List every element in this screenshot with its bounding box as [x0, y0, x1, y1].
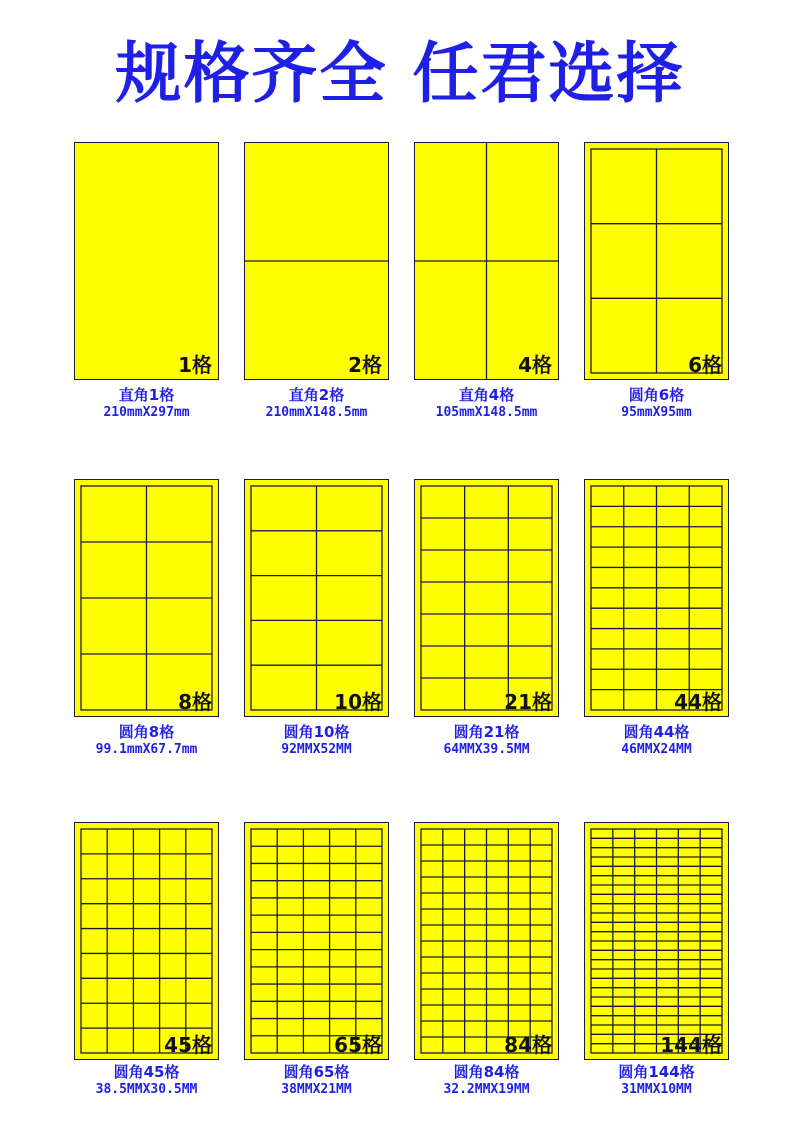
- sheet-caption: [222, 724, 412, 758]
- sheet-name: 直角1格: [118, 386, 175, 404]
- sheet-caption: [52, 1064, 242, 1098]
- label-grid-lines: [585, 823, 728, 1059]
- label-grid-lines: [585, 143, 728, 379]
- sheet-size: 210mmX148.5mm: [265, 405, 368, 420]
- label-grid-lines: [415, 143, 558, 379]
- sheet-caption: [562, 724, 752, 758]
- label-sheet: [414, 479, 559, 717]
- sheet-size: 210mmX297mm: [103, 405, 190, 420]
- label-sheet: [244, 822, 389, 1060]
- label-grid-lines: [245, 480, 388, 716]
- sheet-caption: [222, 387, 412, 421]
- page-title: 规格齐全 任君选择: [115, 35, 685, 112]
- sheet-size: 38.5MMX30.5MM: [95, 1082, 198, 1097]
- label-grid-lines: [75, 480, 218, 716]
- sheet-name: 圆角21格: [453, 723, 520, 741]
- label-count: 84格: [504, 1033, 552, 1057]
- label-grid-lines: [415, 823, 558, 1059]
- sheet-name: 圆角44格: [623, 723, 690, 741]
- sheet-name: 圆角144格: [618, 1063, 695, 1081]
- sheet-caption: [562, 1064, 752, 1098]
- label-area-border: [81, 829, 212, 1053]
- label-count: 1格: [178, 353, 212, 377]
- sheet-size: 95mmX95mm: [621, 405, 692, 420]
- sheet-name: 圆角6格: [628, 386, 685, 404]
- label-sheet: [74, 142, 219, 380]
- sheet-size: 31MMX10MM: [621, 1082, 692, 1097]
- label-sheet: [584, 479, 729, 717]
- sheet-name: 直角2格: [288, 386, 345, 404]
- label-sheet: [584, 822, 729, 1060]
- label-count: 10格: [334, 690, 382, 714]
- label-count: 21格: [504, 690, 552, 714]
- sheet-name: 圆角45格: [113, 1063, 180, 1081]
- label-sheet: [414, 822, 559, 1060]
- label-sheet: [414, 142, 559, 380]
- sheet-name: 圆角65格: [283, 1063, 350, 1081]
- sheet-size: 99.1mmX67.7mm: [95, 742, 198, 757]
- label-grid-lines: [245, 143, 388, 379]
- label-grid-lines: [75, 823, 218, 1059]
- sheet-size: 92MMX52MM: [281, 742, 352, 757]
- sheet-name: 直角4格: [458, 386, 515, 404]
- label-count: 4格: [518, 353, 552, 377]
- sheet-name: 圆角10格: [283, 723, 350, 741]
- sheet-size: 38MMX21MM: [281, 1082, 352, 1097]
- label-sheet: [244, 142, 389, 380]
- sheet-caption: [392, 724, 582, 758]
- label-count: 44格: [674, 690, 722, 714]
- sheet-name: 圆角8格: [118, 723, 175, 741]
- label-count: 65格: [334, 1033, 382, 1057]
- label-grid-lines: [245, 823, 388, 1059]
- label-count: 144格: [660, 1033, 722, 1057]
- label-count: 45格: [164, 1033, 212, 1057]
- label-count: 2格: [348, 353, 382, 377]
- label-sheet: [584, 142, 729, 380]
- label-count: 6格: [688, 353, 722, 377]
- sheet-size: 46MMX24MM: [621, 742, 692, 757]
- sheet-caption: [222, 1064, 412, 1098]
- label-grid-lines: [415, 480, 558, 716]
- label-area-border: [251, 829, 382, 1053]
- sheet-caption: [52, 387, 242, 421]
- sheet-caption: [392, 387, 582, 421]
- label-area-border: [421, 486, 552, 710]
- sheet-caption: [52, 724, 242, 758]
- label-grid-lines: [585, 480, 728, 716]
- label-sheet: [74, 479, 219, 717]
- sheet-size: 105mmX148.5mm: [435, 405, 538, 420]
- sheet-name: 圆角84格: [453, 1063, 520, 1081]
- sheet-size: 64MMX39.5MM: [443, 742, 530, 757]
- sheet-caption: [562, 387, 752, 421]
- sheet-caption: [392, 1064, 582, 1098]
- label-grid-lines: [75, 143, 218, 379]
- label-sheet: [74, 822, 219, 1060]
- sheet-size: 32.2MMX19MM: [443, 1082, 530, 1097]
- label-count: 8格: [178, 690, 212, 714]
- label-sheet: [244, 479, 389, 717]
